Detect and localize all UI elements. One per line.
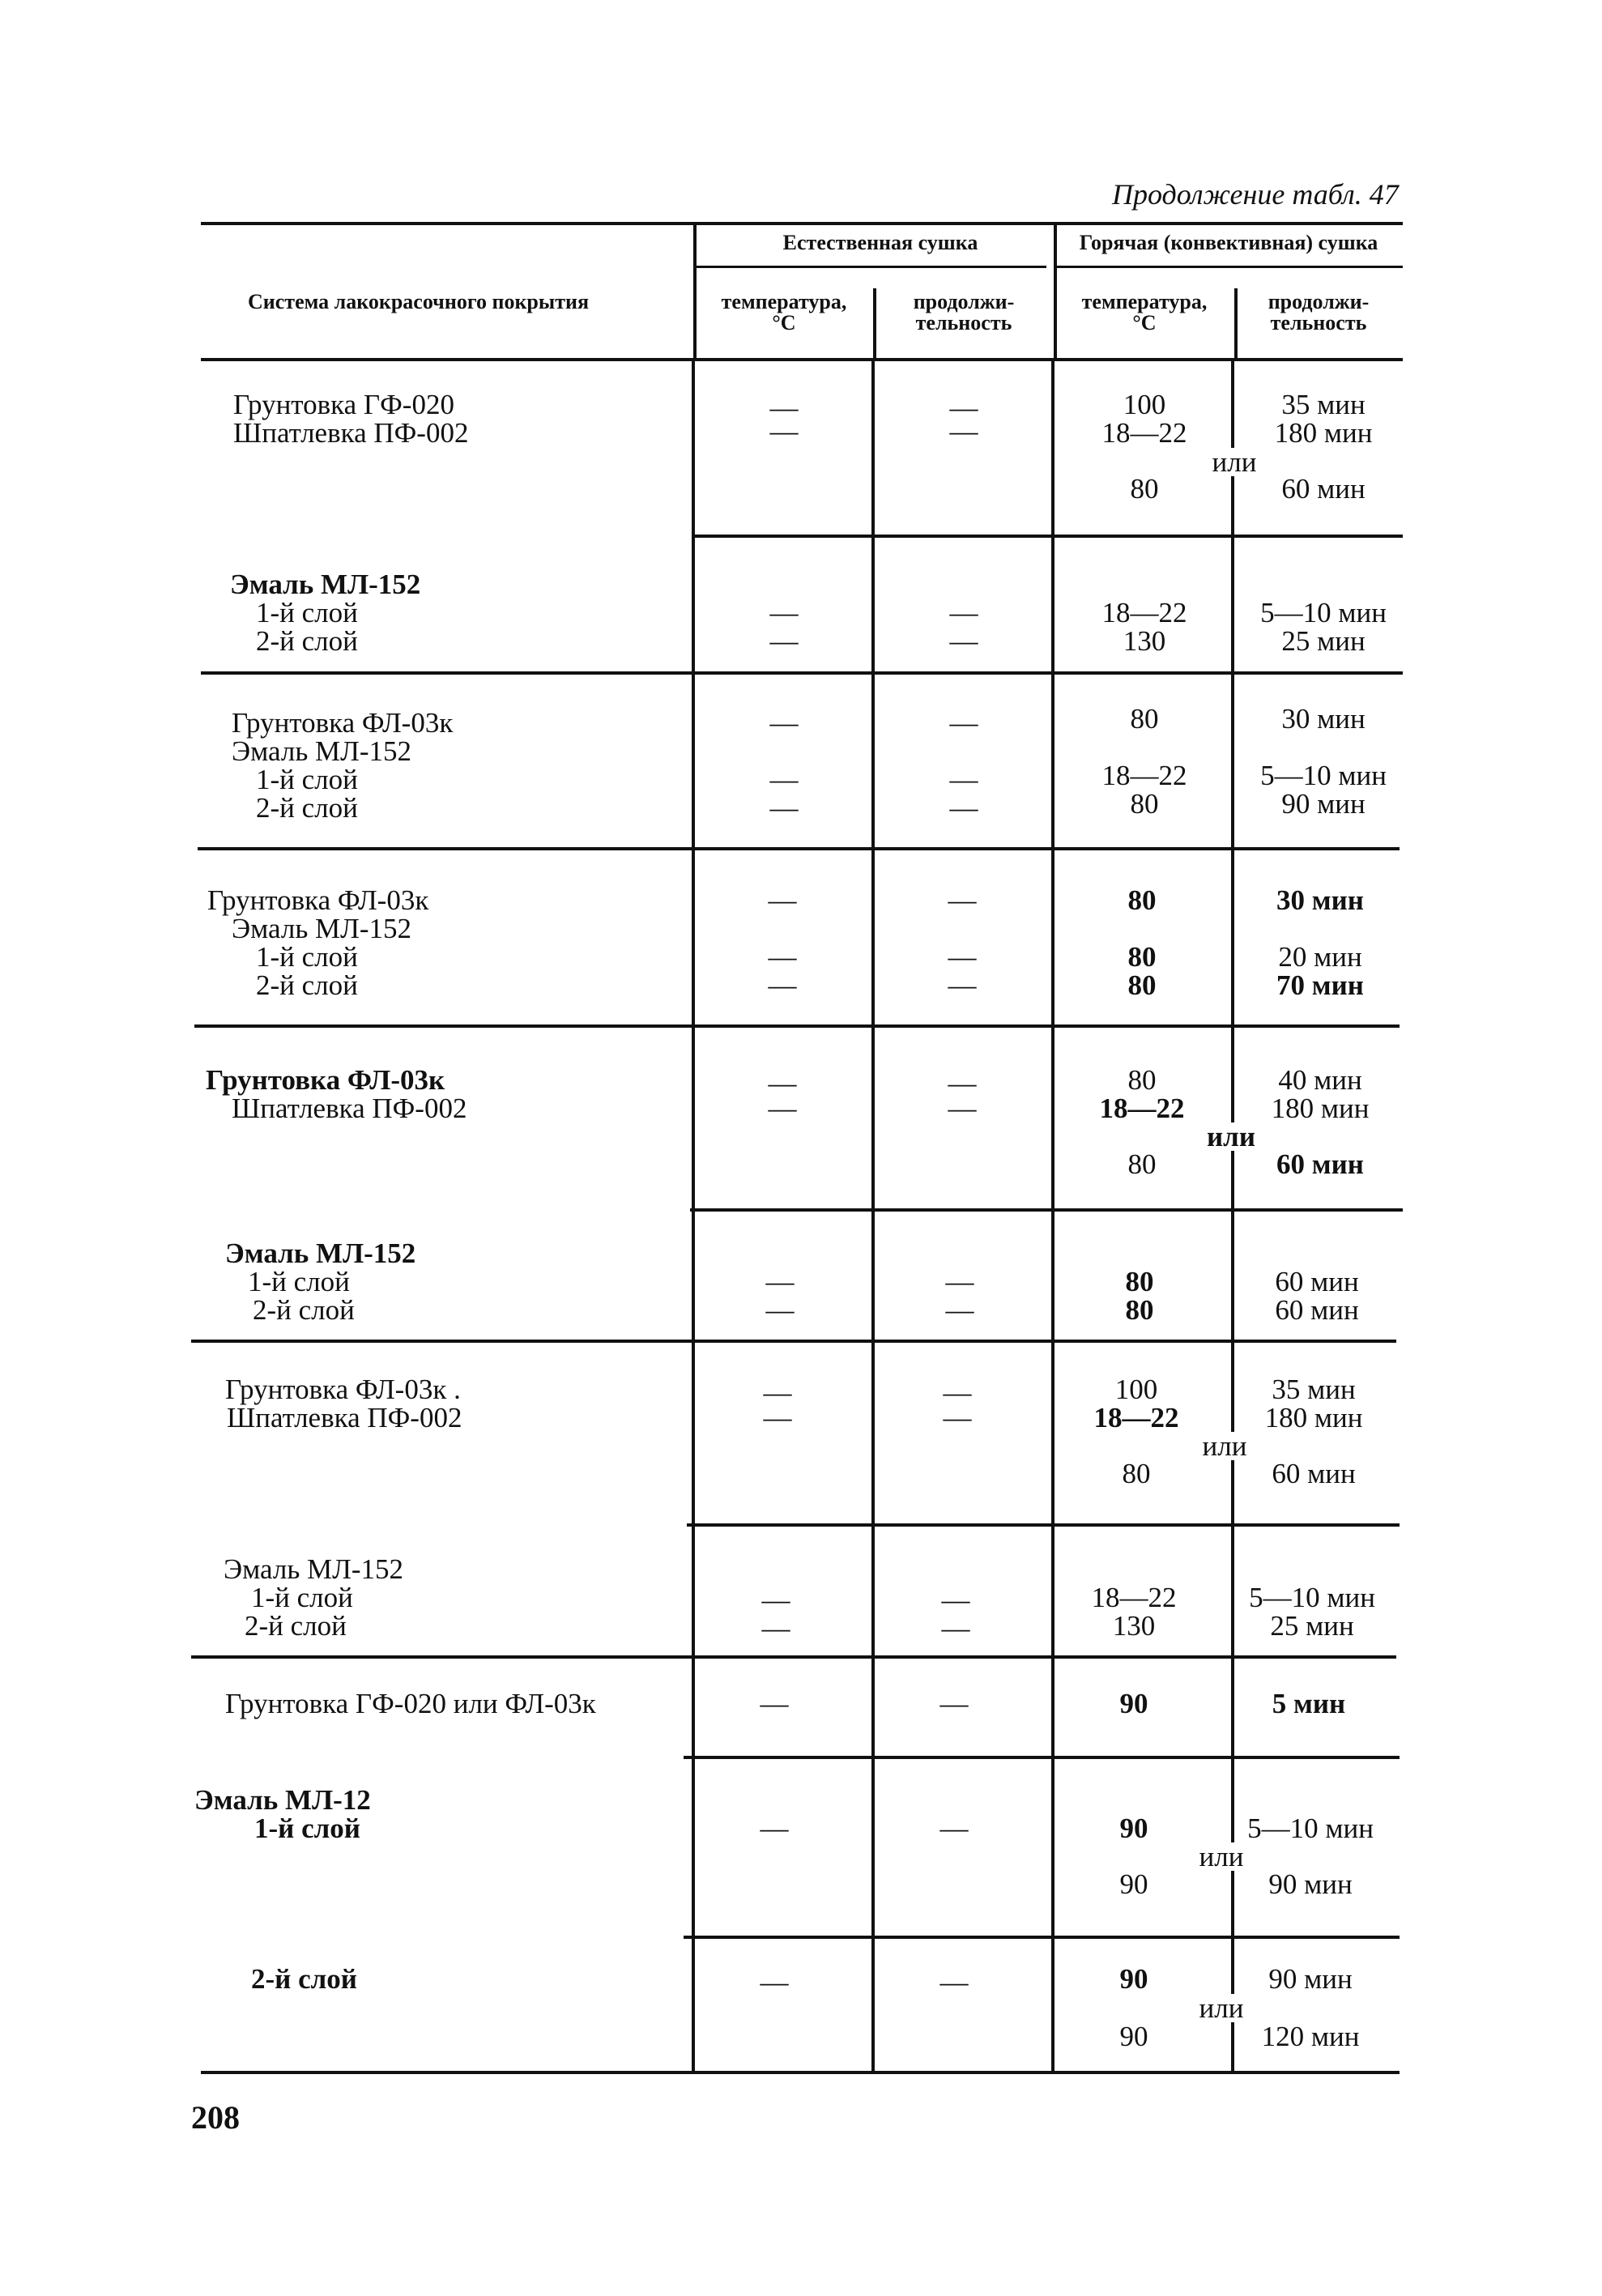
row5-nat-temp-2: — xyxy=(768,1093,797,1124)
row4-line2: Эмаль МЛ-152 xyxy=(232,913,412,944)
row4-hot-dur-3: 70 мин xyxy=(1276,969,1364,1001)
row2-hot-temp-2: 130 xyxy=(1123,625,1166,657)
row1-hot-dur-3: 60 мин xyxy=(1281,473,1366,505)
row7-nat-dur-2: — xyxy=(943,1402,972,1433)
row2-nat-temp-1: — xyxy=(769,597,799,628)
row1-hot-dur-1: 35 мин xyxy=(1281,389,1366,420)
row10-hot-dur-1: 5—10 мин xyxy=(1247,1813,1374,1844)
body-vline-3 xyxy=(1051,360,1055,2072)
page-number: 208 xyxy=(191,2099,240,2136)
header-hot-dur-2: тельность xyxy=(1270,311,1367,334)
row5-nat-temp-1: — xyxy=(768,1067,797,1099)
row-rule-6 xyxy=(191,1340,1396,1343)
row4-line4: 2-й слой xyxy=(256,969,358,1001)
row10-line1: Эмаль МЛ-12 xyxy=(194,1784,371,1816)
header-vline-2 xyxy=(873,288,876,360)
row1-hot-dur-2: 180 мин xyxy=(1274,417,1373,449)
row8-hot-dur-2: 25 мин xyxy=(1270,1610,1354,1642)
table-bottom-rule xyxy=(201,2071,1400,2074)
row6-hot-dur-1: 60 мин xyxy=(1275,1266,1359,1297)
row2-line2: 1-й слой xyxy=(256,597,358,628)
header-nat-dur-2: тельность xyxy=(915,311,1012,334)
row8-line2: 1-й слой xyxy=(251,1582,353,1613)
header-hot-temp-2: °С xyxy=(1132,311,1157,334)
header-vline-3 xyxy=(1054,224,1057,360)
row1-nat-temp-2: — xyxy=(769,415,799,447)
row4-hot-temp-3: 80 xyxy=(1127,969,1157,1001)
row1-line2: Шпатлевка ПФ-002 xyxy=(233,417,469,449)
row3-line3: 1-й слой xyxy=(256,764,358,795)
header-nat-dur-1: продолжи- xyxy=(913,290,1015,313)
header-hot: Горячая (конвективная) сушка xyxy=(1079,231,1378,254)
header-nat-temp-1: температура, xyxy=(721,290,847,313)
row2-hot-temp-1: 18—22 xyxy=(1101,597,1187,628)
row2-hot-dur-1: 5—10 мин xyxy=(1260,597,1387,628)
row9-nat-temp-1: — xyxy=(760,1688,789,1719)
row3-nat-temp-3: — xyxy=(769,792,799,824)
row7-line1: Грунтовка ФЛ-03к . xyxy=(225,1374,461,1405)
row6-nat-temp-2: — xyxy=(765,1294,795,1326)
row2-line3: 2-й слой xyxy=(256,625,358,657)
row1-nat-dur-1: — xyxy=(949,392,978,424)
row6-line3: 2-й слой xyxy=(253,1294,355,1326)
row6-line1: Эмаль МЛ-152 xyxy=(225,1237,416,1269)
row5-hot-dur-3: 60 мин xyxy=(1276,1148,1364,1180)
row-rule-7b xyxy=(687,1523,1400,1527)
row8-line3: 2-й слой xyxy=(245,1610,347,1642)
row6-hot-temp-2: 80 xyxy=(1125,1294,1154,1326)
row7-hot-dur-2: 180 мин xyxy=(1264,1402,1363,1433)
row5-hot-dur-1: 40 мин xyxy=(1278,1064,1362,1096)
header-hot-dur-1: продолжи- xyxy=(1268,290,1370,313)
row10-line2: 1-й слой xyxy=(254,1813,360,1844)
row2-nat-dur-2: — xyxy=(949,625,978,657)
row3-nat-dur-2: — xyxy=(949,764,978,795)
row11-hot-dur-1: 90 мин xyxy=(1268,1963,1353,1995)
row-rule-8 xyxy=(191,1655,1396,1659)
row6-nat-temp-1: — xyxy=(765,1266,795,1297)
row5-or: или xyxy=(1204,1122,1259,1151)
row7-hot-dur-1: 35 мин xyxy=(1272,1374,1356,1405)
row3-nat-temp-1: — xyxy=(769,707,799,739)
row11-line1: 2-й слой xyxy=(251,1963,357,1995)
row7-nat-temp-1: — xyxy=(763,1377,792,1408)
row9-line1: Грунтовка ГФ-020 или ФЛ-03к xyxy=(225,1688,596,1719)
row3-hot-temp-2: 18—22 xyxy=(1101,760,1187,791)
body-vline-2 xyxy=(871,360,875,2072)
row5-hot-temp-3: 80 xyxy=(1127,1148,1157,1180)
row1-or: или xyxy=(1209,448,1260,476)
row5-hot-temp-1: 80 xyxy=(1127,1064,1157,1096)
row5-nat-dur-2: — xyxy=(948,1093,977,1124)
header-natural: Естественная сушка xyxy=(782,231,978,254)
row10-hot-temp-2: 90 xyxy=(1119,1868,1148,1900)
row7-or: или xyxy=(1199,1432,1250,1460)
header-system: Система лакокрасочного покрытия xyxy=(248,290,590,313)
table-top-rule xyxy=(201,222,1403,225)
row3-nat-temp-2: — xyxy=(769,764,799,795)
row8-line1: Эмаль МЛ-152 xyxy=(224,1553,404,1585)
row5-line1: Грунтовка ФЛ-03к xyxy=(206,1064,445,1096)
row8-hot-temp-1: 18—22 xyxy=(1091,1582,1177,1613)
header-sub-rule-hot xyxy=(1057,266,1403,268)
row9-hot-temp-1: 90 xyxy=(1119,1688,1148,1719)
row7-hot-temp-1: 100 xyxy=(1114,1374,1158,1405)
row1-line1: Грунтовка ГФ-020 xyxy=(233,389,454,420)
row4-nat-temp-1: — xyxy=(768,884,797,916)
row-rule-5b xyxy=(690,1208,1403,1212)
row7-hot-dur-3: 60 мин xyxy=(1272,1458,1356,1489)
row8-nat-temp-2: — xyxy=(761,1612,790,1644)
row7-line2: Шпатлевка ПФ-002 xyxy=(227,1402,462,1433)
row-rule-3 xyxy=(198,847,1400,850)
row11-or: или xyxy=(1196,1994,1247,2022)
row10-hot-temp-1: 90 xyxy=(1119,1813,1148,1844)
row6-hot-temp-1: 80 xyxy=(1125,1266,1154,1297)
header-nat-temp-2: °С xyxy=(772,311,796,334)
row6-hot-dur-2: 60 мин xyxy=(1275,1294,1359,1326)
body-vline-1 xyxy=(692,360,695,2072)
row3-hot-dur-3: 90 мин xyxy=(1281,788,1366,820)
row3-nat-dur-3: — xyxy=(949,792,978,824)
row11-nat-temp-1: — xyxy=(760,1966,789,1998)
row10-nat-temp-1: — xyxy=(760,1813,789,1844)
row10-nat-dur-1: — xyxy=(939,1813,969,1844)
row4-nat-dur-1: — xyxy=(948,884,977,916)
row11-nat-dur-1: — xyxy=(939,1966,969,1998)
row6-line2: 1-й слой xyxy=(248,1266,350,1297)
row6-nat-dur-1: — xyxy=(945,1266,974,1297)
row1-hot-temp-1: 100 xyxy=(1123,389,1166,420)
row3-hot-dur-2: 5—10 мин xyxy=(1260,760,1387,791)
header-hot-temp-1: температура, xyxy=(1081,290,1208,313)
row3-hot-temp-1: 80 xyxy=(1130,703,1159,735)
row6-nat-dur-2: — xyxy=(945,1294,974,1326)
row3-line1: Грунтовка ФЛ-03к xyxy=(232,707,454,739)
row1-hot-temp-2: 18—22 xyxy=(1101,417,1187,449)
row3-hot-temp-3: 80 xyxy=(1130,788,1159,820)
row4-nat-temp-3: — xyxy=(768,969,797,1001)
row4-hot-temp-2: 80 xyxy=(1127,941,1157,973)
row3-line4: 2-й слой xyxy=(256,792,358,824)
row11-hot-temp-2: 90 xyxy=(1119,2021,1148,2052)
row9-hot-dur-1: 5 мин xyxy=(1272,1688,1346,1719)
row11-hot-temp-1: 90 xyxy=(1119,1963,1148,1995)
row-rule-4 xyxy=(194,1024,1400,1028)
row7-hot-temp-2: 18—22 xyxy=(1093,1402,1179,1433)
row7-hot-temp-3: 80 xyxy=(1122,1458,1151,1489)
header-bottom-rule xyxy=(201,358,1403,361)
row10-or: или xyxy=(1196,1842,1247,1871)
row-rule-2 xyxy=(201,671,1403,675)
row1-hot-temp-3: 80 xyxy=(1130,473,1159,505)
row4-hot-dur-1: 30 мин xyxy=(1276,884,1364,916)
row3-hot-dur-1: 30 мин xyxy=(1281,703,1366,735)
row8-nat-dur-2: — xyxy=(941,1612,970,1644)
row11-hot-dur-2: 120 мин xyxy=(1261,2021,1360,2052)
header-sub-rule-natural xyxy=(695,266,1046,268)
row9-nat-dur-1: — xyxy=(939,1688,969,1719)
row4-line1: Грунтовка ФЛ-03к xyxy=(207,884,429,916)
table-continuation-caption: Продолжение табл. 47 xyxy=(1112,178,1399,211)
row1-nat-temp-1: — xyxy=(769,392,799,424)
row2-hot-dur-2: 25 мин xyxy=(1281,625,1366,657)
header-vline-4 xyxy=(1234,288,1238,360)
row8-hot-dur-1: 5—10 мин xyxy=(1249,1582,1375,1613)
row8-hot-temp-2: 130 xyxy=(1112,1610,1156,1642)
row7-nat-dur-1: — xyxy=(943,1377,972,1408)
row5-hot-dur-2: 180 мин xyxy=(1271,1093,1370,1124)
row5-nat-dur-1: — xyxy=(948,1067,977,1099)
row8-nat-dur-1: — xyxy=(941,1584,970,1616)
row-rule-1b xyxy=(695,535,1403,538)
row2-nat-dur-1: — xyxy=(949,597,978,628)
row5-hot-temp-2: 18—22 xyxy=(1099,1093,1185,1124)
row3-line2: Эмаль МЛ-152 xyxy=(232,735,412,767)
row4-nat-dur-3: — xyxy=(948,969,977,1001)
row5-line2: Шпатлевка ПФ-002 xyxy=(232,1093,467,1124)
row2-line1: Эмаль МЛ-152 xyxy=(230,569,421,600)
row4-hot-dur-2: 20 мин xyxy=(1278,941,1362,973)
row8-nat-temp-1: — xyxy=(761,1584,790,1616)
row-rule-10b xyxy=(684,1936,1400,1939)
row1-nat-dur-2: — xyxy=(949,415,978,447)
row4-hot-temp-1: 80 xyxy=(1127,884,1157,916)
row4-line3: 1-й слой xyxy=(256,941,358,973)
row4-nat-temp-2: — xyxy=(768,941,797,973)
row-rule-9b xyxy=(684,1756,1400,1759)
row7-nat-temp-2: — xyxy=(763,1402,792,1433)
row4-nat-dur-2: — xyxy=(948,941,977,973)
body-vline-4 xyxy=(1231,360,1234,2072)
row10-hot-dur-2: 90 мин xyxy=(1268,1868,1353,1900)
header-vline-1 xyxy=(693,224,697,360)
row3-nat-dur-1: — xyxy=(949,707,978,739)
row2-nat-temp-2: — xyxy=(769,625,799,657)
